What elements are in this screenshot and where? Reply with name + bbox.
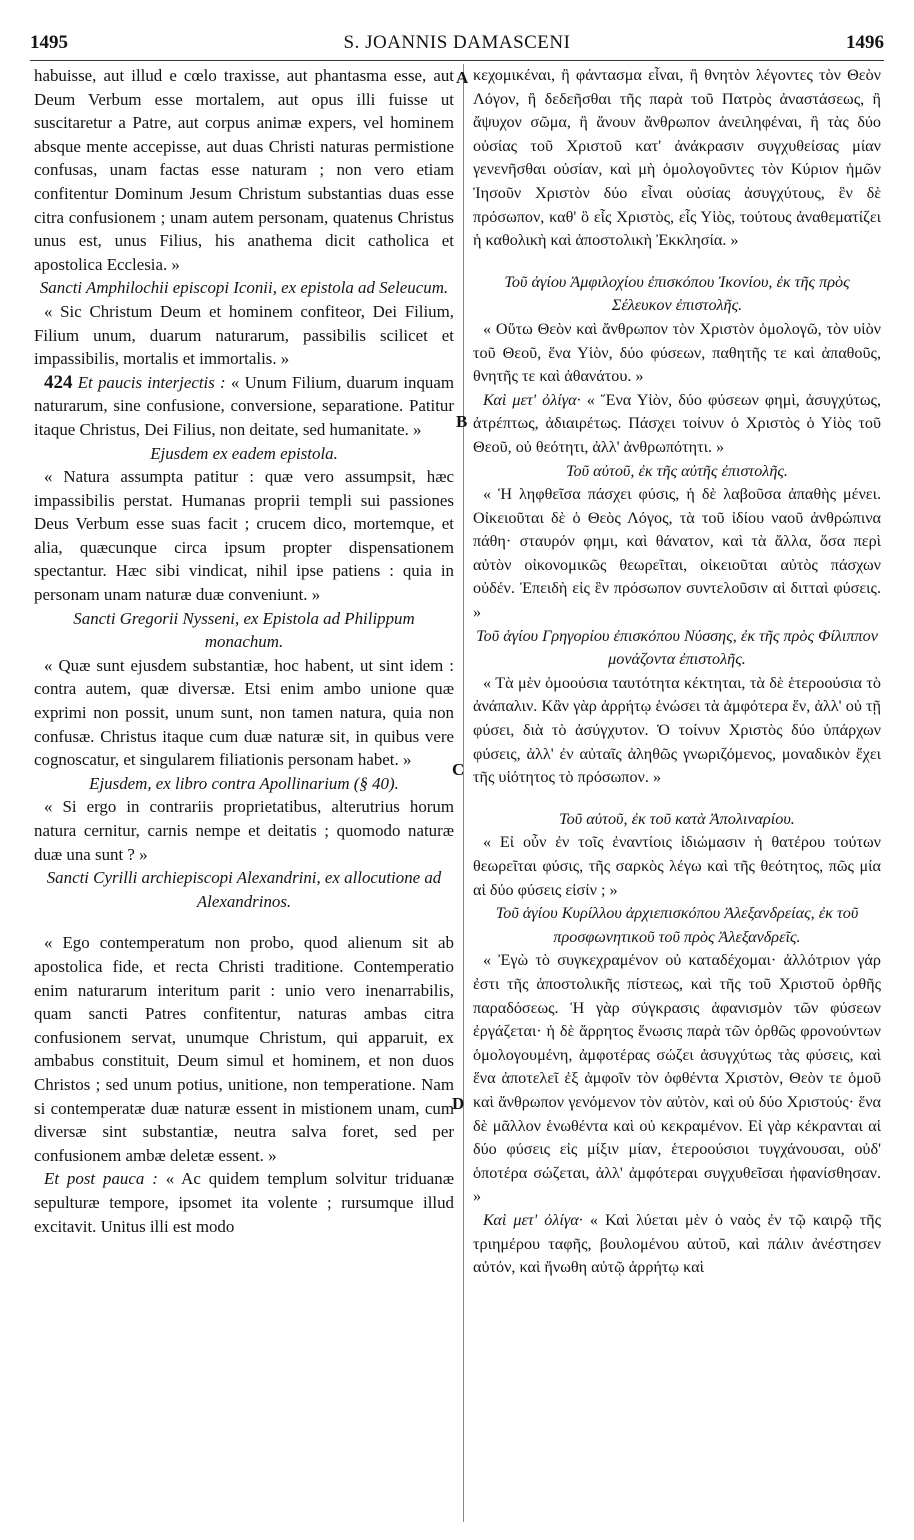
latin-heading-apollinarium: Ejusdem, ex libro contra Apollinarium (§ 40). <box>89 773 399 793</box>
margin-letter-a: A <box>456 68 469 87</box>
latin-heading-amphilochius: Sancti Amphilochii episcopi Iconii, ex epistola ad Seleucum. <box>39 278 449 298</box>
latin-heading-ejusdem: Ejusdem ex eadem epistola. <box>150 443 338 463</box>
latin-heading-gregory: Sancti Gregorii Nysseni, ex Epistola ad Philippum monachum. <box>73 608 415 652</box>
latin-spacer <box>34 913 454 931</box>
greek-paragraph-2: « Οὕτω Θεὸν καὶ ἄνθρωπον τὸν Χριστὸν ὁμολογῶ, τὸν υἱὸν τοῦ Θεοῦ, ἕνα Υἱὸν, δύο φύσεων, παθητῆς τε καὶ ἀπαθοῦς, θνητῆς τε καὶ ἀθανάτου. » <box>473 319 881 386</box>
latin-paragraph-8-intro: Et post pauca : <box>44 1169 158 1189</box>
latin-paragraph-6: « Si ergo in contrariis proprietatibus, alterutrius horum natura cernitur, carnis nempe et deitatis ; quomodo naturæ duæ una sunt ? » <box>34 797 454 864</box>
margin-letter-b: B <box>456 412 468 431</box>
greek-paragraph-3-text: « Ἕνα Υἱὸν, δύο φύσεων φημὶ, ἀσυγχύτως, ἀτρέπτως, ἀδιαιρέτως. Πάσχει τοίνυν ὁ Χριστὸς ὁ Υἱὸς τοῦ Θεοῦ, οὐ θεότητι, ἀλλ' ἀνθρωπότητι. » <box>473 390 881 456</box>
margin-letter-d: D <box>452 1094 465 1113</box>
running-title: S. JOANNIS DAMASCENI <box>343 32 571 53</box>
page-number-left: 1495 <box>30 32 68 53</box>
greek-paragraph-4: « Ἡ ληφθεῖσα πάσχει φύσις, ἡ δὲ λαβοῦσα ἀπαθὴς μένει. Οἰκειοῦται δὲ ὁ Θεὸς Λόγος, τὰ τοῦ ἰδίου ναοῦ ἀνθρώπινα πάθη· σταυρόν φημι, καὶ θάνατον, καὶ τὰ ἄλλα, ὅσα περὶ αὐτὸν οἰκονομικῶς θεωρεῖται, οἰκειοῦται αὐτὸς πάσχων οὐδέν. Ἐπειδὴ εἰς ἓν πρόσωπον συντελοῦσιν αἱ διτταὶ φύσεις. » <box>473 485 881 622</box>
latin-paragraph-1: habuisse, aut illud e cœlo traxisse, aut phantasma esse, aut Deum Verbum esse mortalem, aut opus illi fuisse ut suscitaretur a Patre, aut corpus animæ expers, vel hominem absque mente accepisse, aut duas Christi naturas permistione confusas, unam factas esse naturam ; non vero etiam confitentur Dominum Jesum Christum substantias duas esse citra confusionem ; unam autem personam, quatenus Christus unus est, unus Filius, his anathema dicit catholica et apostolica Ecclesia. » <box>34 66 454 274</box>
greek-paragraph-8-text: « Καὶ λύεται μὲν ὁ ναὸς ἐν τῷ καιρῷ τῆς τριημέρου ταφῆς, βουλομένου αὐτοῦ, καὶ πάλιν ἀνέστησεν αὐτόν, καὶ ἥνωθη αὐτῷ ἀρρήτῳ καὶ <box>473 1210 881 1277</box>
greek-spacer-2 <box>473 790 881 808</box>
greek-heading-amphilochius: Τοῦ ἁγίου Ἀμφιλοχίου ἐπισκόπου Ἰκονίου, ἐκ τῆς πρὸς Σέλευκον ἐπιστολῆς. <box>504 272 850 315</box>
greek-heading-gregory: Τοῦ ἁγίου Γρηγορίου ἐπισκόπου Νύσσης, ἐκ τῆς πρὸς Φίλιππον μονάζοντα ἐπιστολῆς. <box>476 626 878 669</box>
greek-column <box>473 64 881 1522</box>
page-number-right: 1496 <box>846 32 884 53</box>
latin-paragraph-2: « Sic Christum Deum et hominem confiteor, Dei Filium, Filium unum, duarum naturarum, passibilis scilicet et impassibilis, mortalis et immortalis. » <box>34 301 454 369</box>
running-header <box>30 30 884 61</box>
greek-paragraph-8 <box>473 1209 881 1280</box>
greek-paragraph-5: « Τὰ μὲν ὁμοούσια ταυτότητα κέκτηται, τὰ δὲ ἑτεροούσια τὸ ἀνάπαλιν. Κἂν γὰρ ἀρρήτῳ ἑνώσει τὰ ἀμφότερα ἕν, ἀλλ' οὐ τῇ φύσει, διὰ τὸ ἀσύγχυτον. Ὁ τοίνυν Χριστὸς δύο ὑπάρχων φύσεις, ἀλλ' ἐν αὐταῖς ἀληθῶς γνωριζόμενος, μοναδικὸν ἔχει τῆς υἱότητος τὸ πρόσωπον. » <box>473 673 881 787</box>
latin-paragraph-8 <box>34 1167 454 1238</box>
column-number-424: 424 <box>44 371 73 393</box>
margin-letter-c: C <box>452 760 465 779</box>
greek-paragraph-7: « Ἐγὼ τὸ συγκεχραμένον οὐ καταδέχομαι· ἀλλότριον γάρ ἐστι τῆς ἀποστολικῆς πίστεως, καὶ τῆς τοῦ Χριστοῦ ὀρθῆς παραδόσεως. Ἡ γὰρ σύγκρασις ἀφανισμὸν τῶν φύσεων ἐργάζεται· ἡ δὲ ἄρρητος ἕνωσις παρὰ τῶν ὀρθῶς φρονούντων ὁμολογουμένη, ἀμφοτέρας σώζει ἀσυγχύτως τὰς φύσεις, καὶ ἕνα ἀποτελεῖ ἐξ ἀμφοῖν τὸν ὀφθέντα Χριστὸν, Θεὸν τε ὁμοῦ καὶ ἄνθρωπον γενόμενον τὸν αὐτὸν, καὶ οὐ δύο Χριστούς· ἕνα δὲ μᾶλλον ἑνωθέντα καὶ οὐ κεκραμένον. Εἰ γὰρ κέκρανται αἱ δύο φύσεις εἰς μίξιν μίαν, ἑτεροούσιοι τυγχάνουσαι, οὐδ' ὁποτέρα σώζεται, ἀλλ' ἀμφότεραι συγχυθεῖσαι ἠφανίσθησαν. » <box>473 951 881 1206</box>
greek-paragraph-1: κεχομικέναι, ἢ φάντασμα εἶναι, ἢ θνητὸν λέγοντες τὸν Θεὸν Λόγον, ἢ δεδεῆσθαι τῆς παρὰ τοῦ Πατρὸς ἀναστάσεως, ἢ ἄψυχον σῶμα, ἢ ἄνουν ἄνθρωπον ἀνειληφέναι, ἢ τὰς δύο οὐσίας τοῦ Χριστοῦ κατ' ἀνάκρασιν συγχυθείσας μίαν γενενῆσθαι οὐσίαν, καὶ μὴ ὁμολογοῦντες τὸν Κύριον ἡμῶν Ἰησοῦν Χριστὸν δύο εἶναι οὐσίας ἀσυγχύτους, ἓν δὲ πρόσωπον, καθ' ὃ εἷς Χριστὸς, εἷς Υἱὸς, τούτους ἀναθεματίζει ἡ καθολικὴ καὶ ἀποστολικὴ Ἐκκλησία. » <box>473 66 881 250</box>
latin-heading-cyril: Sancti Cyrilli archiepiscopi Alexandrini, ex allocutione ad Alexandrinos. <box>46 868 442 911</box>
greek-paragraph-3-intro: Καὶ μετ' ὀλίγα· <box>483 390 581 409</box>
latin-column <box>34 64 454 1522</box>
latin-paragraph-4: « Natura assumpta patitur : quæ vero assumpsit, hæc impassibilis perstat. Humanas proprii templi sui passiones Deus Verbum esse suas facit ; crucem dico, mortemque, et alia, quæcunque circa ipsum propter dispensationem spectantur. Hæc sibi vindicat, nihil ipse patiens : quia in personam unam naturæ duæ conveniunt. » <box>34 467 454 605</box>
latin-paragraph-8-text: « Ac quidem templum solvitur triduanæ sepulturæ tempore, ipsomet ita volente ; rursumque illud excitavit. Unitus illi est modo <box>34 1169 454 1236</box>
latin-paragraph-7: « Ego contemperatum non probo, quod alienum sit ab apostolica fide, et recta Christi traditione. Contemperatio enim naturarum interitum parit : unio vero inenarrabilis, quam sancti Patres confitentur, naturas ambas citra confusionem servat, unumque Christum, qui apparuit, ex ambabus constituit, Deum simul et hominem, et non duos Christos ; sed unum potius, unitione, non temperatione. Nam si contemperatæ duæ naturæ essent in mistionem unam, cum diversæ sint substantiæ, neutra salva foret, sed per confusionem ambæ deletæ essent. » <box>34 933 454 1165</box>
greek-paragraph-6: « Εἰ οὖν ἐν τοῖς ἐναντίοις ἰδιώμασιν ἡ θατέρου τούτων θεωρεῖται φύσις, τῆς σαρκὸς λέγω καὶ τῆς θεότητος, πῶς μία αἱ δύο φύσεις εἰσίν ; » <box>473 833 881 899</box>
greek-heading-cyril: Τοῦ ἁγίου Κυρίλλου ἀρχιεπισκόπου Ἀλεξανδρείας, ἐκ τοῦ προσφωνητικοῦ τοῦ πρὸς Ἀλεξανδρεῖς. <box>495 904 859 946</box>
column-divider <box>463 64 464 1522</box>
greek-heading-ejusdem: Τοῦ αὐτοῦ, ἐκ τῆς αὐτῆς ἐπιστολῆς. <box>566 461 788 480</box>
latin-paragraph-5: « Quæ sunt ejusdem substantiæ, hoc habent, ut sint idem : contra autem, quæ diversæ. Etsi enim ambo unione quæ exprimi non possit, unum sunt, non tamen natura, quia non confusæ. Christus itaque cum duæ naturæ sit, in quibus vere cognoscatur, et singularem filiationis personam habet. » <box>34 655 454 770</box>
greek-paragraph-3 <box>473 389 881 460</box>
latin-paragraph-3-text: « Unum Filium, duarum inquam naturarum, sine confusione, conversione, separatione. Patitur itaque Christus, Dei Filius, non deitate, sed humanitate. » <box>34 372 454 439</box>
greek-heading-apollinarium: Τοῦ αὐτοῦ, ἐκ τοῦ κατὰ Ἀπολιναρίου. <box>559 809 795 828</box>
greek-spacer-1 <box>473 253 881 271</box>
greek-paragraph-8-intro: Καὶ μετ' ὀλίγα· <box>483 1210 583 1229</box>
latin-paragraph-3-intro: Et paucis interjectis : <box>77 372 226 392</box>
latin-paragraph-3 <box>34 371 454 442</box>
